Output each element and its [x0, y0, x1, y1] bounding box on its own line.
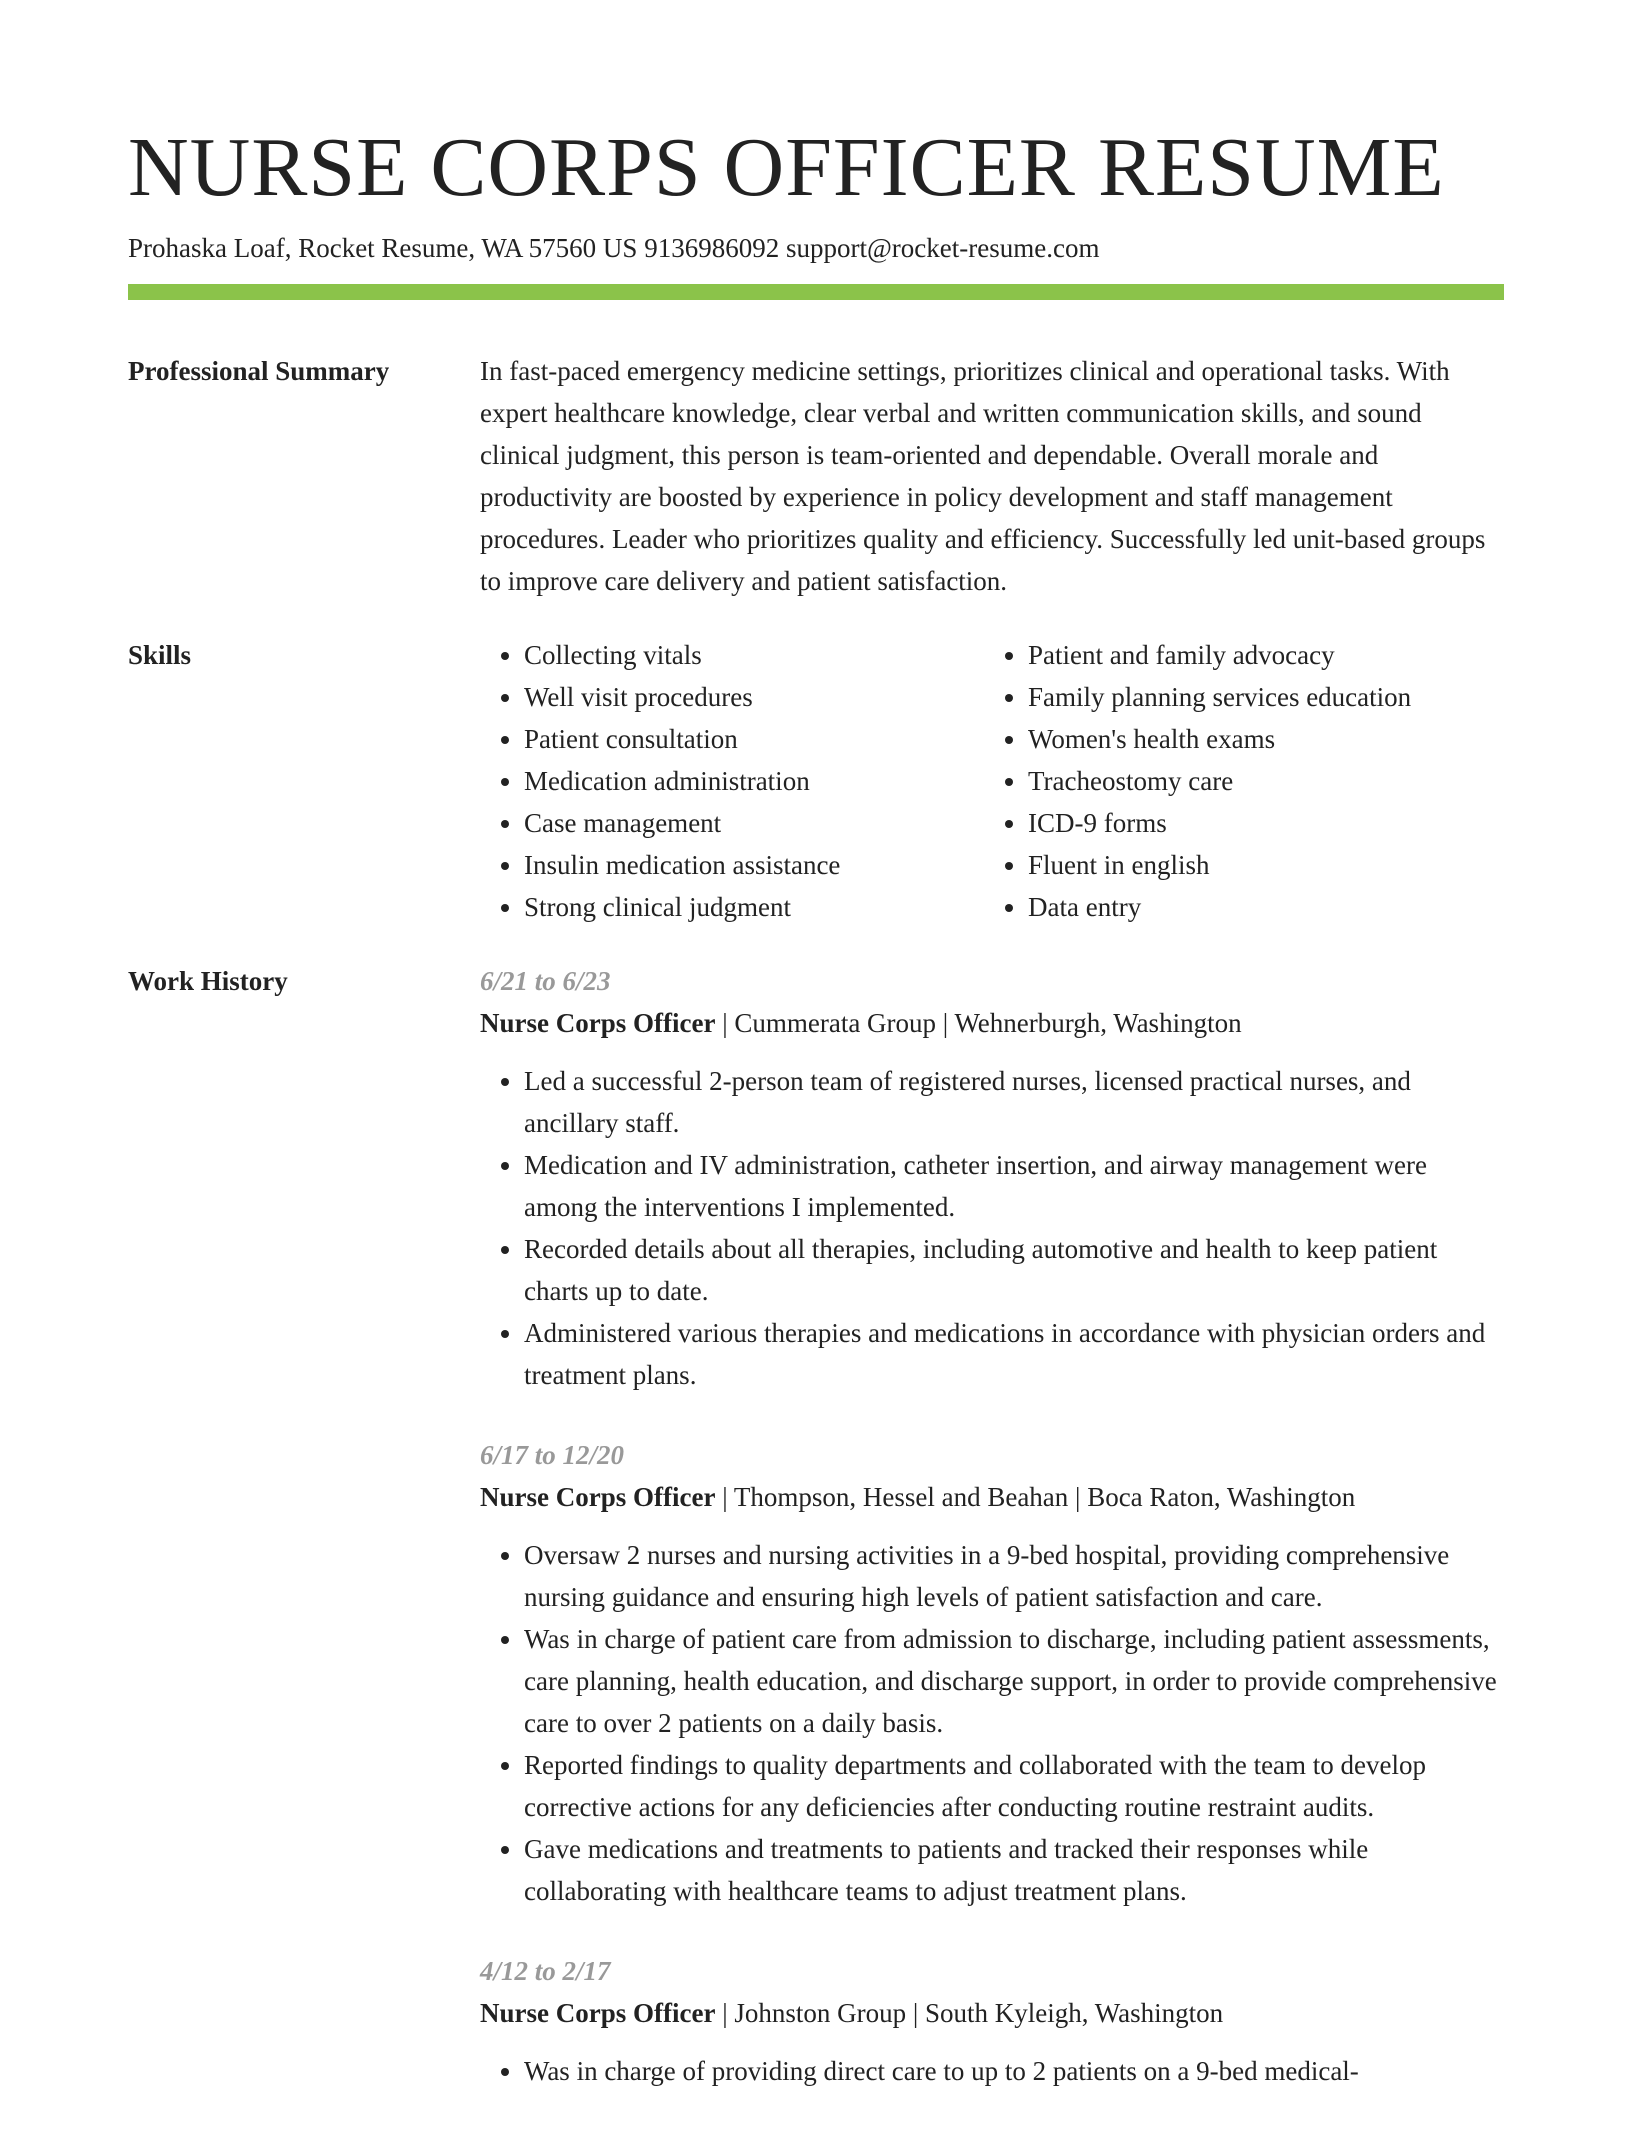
section-label-work-history: Work History — [128, 966, 288, 996]
duty-item: • Led a successful 2-person team of registered nurses, licensed practical nurses, and ancillary staff. — [524, 1060, 1504, 1144]
job-details: | Thompson, Hessel and Beahan | Boca Raton, Washington — [715, 1482, 1356, 1512]
skill-item: • Case management — [524, 802, 984, 844]
job-entry — [480, 960, 1504, 1396]
skills-grid — [480, 634, 1504, 928]
contact-line: Prohaska Loaf, Rocket Resume, WA 57560 US 9136986092 support@rocket-resume.com — [128, 233, 1100, 263]
resume-title: NURSE CORPS OFFICER RESUME — [128, 121, 1445, 214]
skill-item: • Well visit procedures — [524, 676, 984, 718]
job-dates: 4/12 to 2/17 — [480, 1956, 611, 1986]
skill-item: • Tracheostomy care — [1028, 760, 1488, 802]
job-entry — [480, 1434, 1504, 1912]
duty-item: • Reported findings to quality departments and collaborated with the team to develop corrective actions for any deficiencies after conducting routine restraint audits. — [524, 1744, 1504, 1828]
job-role: Nurse Corps Officer — [480, 1998, 716, 2028]
skill-item: • Collecting vitals — [524, 634, 984, 676]
job-duties — [480, 1060, 1504, 1396]
job-duties — [480, 2050, 1504, 2092]
skill-item: • Strong clinical judgment — [524, 886, 984, 928]
job-heading — [480, 1992, 1504, 2034]
job-role: Nurse Corps Officer — [480, 1008, 716, 1038]
skill-item: • Family planning services education — [1028, 676, 1488, 718]
skill-item: • Patient consultation — [524, 718, 984, 760]
resume-page — [128, 118, 1504, 2130]
skill-item: • Fluent in english — [1028, 844, 1488, 886]
skills-column-left — [480, 634, 984, 928]
job-dates: 6/17 to 12/20 — [480, 1440, 625, 1470]
skill-item: • ICD-9 forms — [1028, 802, 1488, 844]
work-history-section — [128, 960, 1504, 2130]
job-duties — [480, 1534, 1504, 1912]
skills-section — [128, 634, 1504, 928]
duty-item: • Oversaw 2 nurses and nursing activities in a 9-bed hospital, providing comprehensive nursing guidance and ensuring high levels of patient satisfaction and care. — [524, 1534, 1504, 1618]
section-label-summary: Professional Summary — [128, 356, 390, 386]
duty-item: • Gave medications and treatments to patients and tracked their responses while collaborating with healthcare teams to adjust treatment plans. — [524, 1828, 1504, 1912]
accent-divider — [128, 284, 1504, 300]
job-dates: 6/21 to 6/23 — [480, 966, 611, 996]
skill-item: • Women's health exams — [1028, 718, 1488, 760]
job-heading — [480, 1476, 1504, 1518]
duty-item: • Was in charge of patient care from admission to discharge, including patient assessments, care planning, health education, and discharge support, in order to provide comprehensive care to over 2 patients on a daily basis. — [524, 1618, 1504, 1744]
job-role: Nurse Corps Officer — [480, 1482, 716, 1512]
job-heading — [480, 1002, 1504, 1044]
section-label-skills: Skills — [128, 640, 192, 670]
summary-text: In fast-paced emergency medicine settings, prioritizes clinical and operational tasks. With expert healthcare knowledge, clear verbal and written communication skills, and sound clinical judgment, this person is team-oriented and dependable. Overall morale and productivity are boosted by experience in policy development and staff management procedures. Leader who prioritizes quality and efficiency. Successfully led unit-based groups to improve care delivery and patient satisfaction. — [480, 356, 1486, 596]
duty-item: • Administered various therapies and medications in accordance with physician orders and treatment plans. — [524, 1312, 1504, 1396]
skill-item: • Patient and family advocacy — [1028, 634, 1488, 676]
skill-item: • Medication administration — [524, 760, 984, 802]
job-details: | Johnston Group | South Kyleigh, Washington — [715, 1998, 1224, 2028]
skill-item: • Data entry — [1028, 886, 1488, 928]
professional-summary-section — [128, 350, 1504, 602]
duty-item: • Was in charge of providing direct care to up to 2 patients on a 9-bed medical- — [524, 2050, 1504, 2092]
skills-column-right — [984, 634, 1488, 928]
skill-item: • Insulin medication assistance — [524, 844, 984, 886]
job-details: | Cummerata Group | Wehnerburgh, Washington — [715, 1008, 1242, 1038]
job-entry — [480, 1950, 1504, 2092]
duty-item: • Medication and IV administration, catheter insertion, and airway management were among the interventions I implemented. — [524, 1144, 1504, 1228]
duty-item: • Recorded details about all therapies, including automotive and health to keep patient charts up to date. — [524, 1228, 1504, 1312]
